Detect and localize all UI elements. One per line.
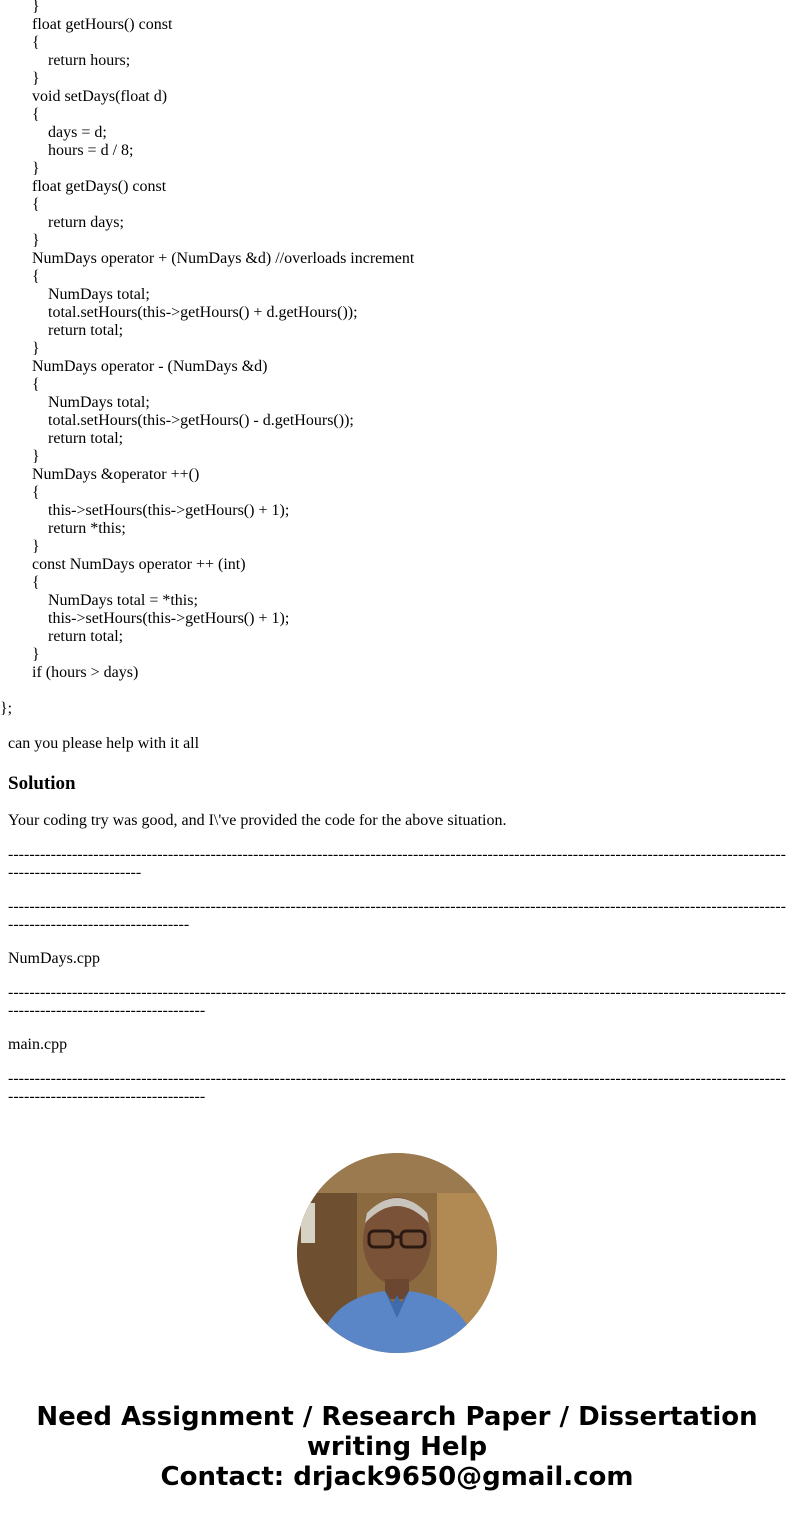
code-line: }: [0, 160, 40, 177]
code-line: {: [0, 268, 40, 285]
separator-line: ---------------------------------------------------------------------------------------------------------------------------------------------------------------------------------------: [8, 984, 786, 1019]
code-line: return *this;: [0, 520, 126, 537]
code-line: }: [0, 0, 40, 15]
code-line: void setDays(float d): [0, 88, 168, 105]
separator-line: ------------------------------------------------------------------------------------------------------------------------------------------------------------------------------------: [8, 898, 786, 933]
code-line: }: [0, 232, 40, 249]
person-portrait-image: [297, 1153, 497, 1353]
promo-contact-line: Contact: drjack9650@gmail.com: [160, 1462, 634, 1492]
code-line: this->setHours(this->getHours() + 1);: [0, 502, 290, 519]
promo-banner: [0, 1402, 794, 1492]
code-line: return total;: [0, 322, 124, 339]
code-line: };: [0, 700, 13, 717]
code-line: }: [0, 448, 40, 465]
code-line: }: [0, 646, 40, 663]
code-line: }: [0, 538, 40, 555]
separator-line: ---------------------------------------------------------------------------------------------------------------------------------------------------------------------------: [8, 846, 786, 881]
code-line: {: [0, 484, 40, 501]
separator-line: ---------------------------------------------------------------------------------------------------------------------------------------------------------------------------------------: [8, 1070, 786, 1105]
code-line: const NumDays operator ++ (int): [0, 556, 246, 573]
code-line: if (hours > days): [0, 664, 139, 681]
code-line: return total;: [0, 628, 124, 645]
solution-intro-text: Your coding try was good, and I\'ve provided the code for the above situation.: [8, 812, 507, 829]
code-listing: [0, 0, 794, 718]
code-line: total.setHours(this->getHours() + d.getHours());: [0, 304, 358, 321]
code-line: total.setHours(this->getHours() - d.getHours());: [0, 412, 354, 429]
avatar: [297, 1153, 497, 1353]
code-line: [0, 682, 794, 700]
code-line: hours = d / 8;: [0, 142, 134, 159]
code-line: NumDays &operator ++(): [0, 466, 200, 483]
code-line: NumDays operator + (NumDays &d) //overloads increment: [0, 250, 415, 267]
code-line: }: [0, 340, 40, 357]
code-line: float getDays() const: [0, 178, 167, 195]
code-line: {: [0, 196, 40, 213]
solution-heading: Solution: [8, 773, 76, 794]
question-request-text: can you please help with it all: [8, 735, 200, 752]
code-line: }: [0, 70, 40, 87]
code-line: days = d;: [0, 124, 107, 141]
file-label-main-cpp: main.cpp: [8, 1036, 68, 1053]
code-line: NumDays total = *this;: [0, 592, 198, 609]
code-line: return days;: [0, 214, 124, 231]
code-line: {: [0, 34, 40, 51]
code-line: {: [0, 376, 40, 393]
promo-line-2: writing Help: [306, 1432, 488, 1462]
code-line: NumDays operator - (NumDays &d): [0, 358, 268, 375]
code-line: this->setHours(this->getHours() + 1);: [0, 610, 290, 627]
code-line: {: [0, 574, 40, 591]
code-line: return hours;: [0, 52, 131, 69]
code-line: float getHours() const: [0, 16, 173, 33]
file-label-numdays-cpp: NumDays.cpp: [8, 950, 100, 967]
code-line: NumDays total;: [0, 394, 150, 411]
promo-line-1: Need Assignment / Research Paper / Dissertation: [36, 1402, 758, 1432]
code-line: NumDays total;: [0, 286, 150, 303]
code-line: {: [0, 106, 40, 123]
code-line: return total;: [0, 430, 124, 447]
